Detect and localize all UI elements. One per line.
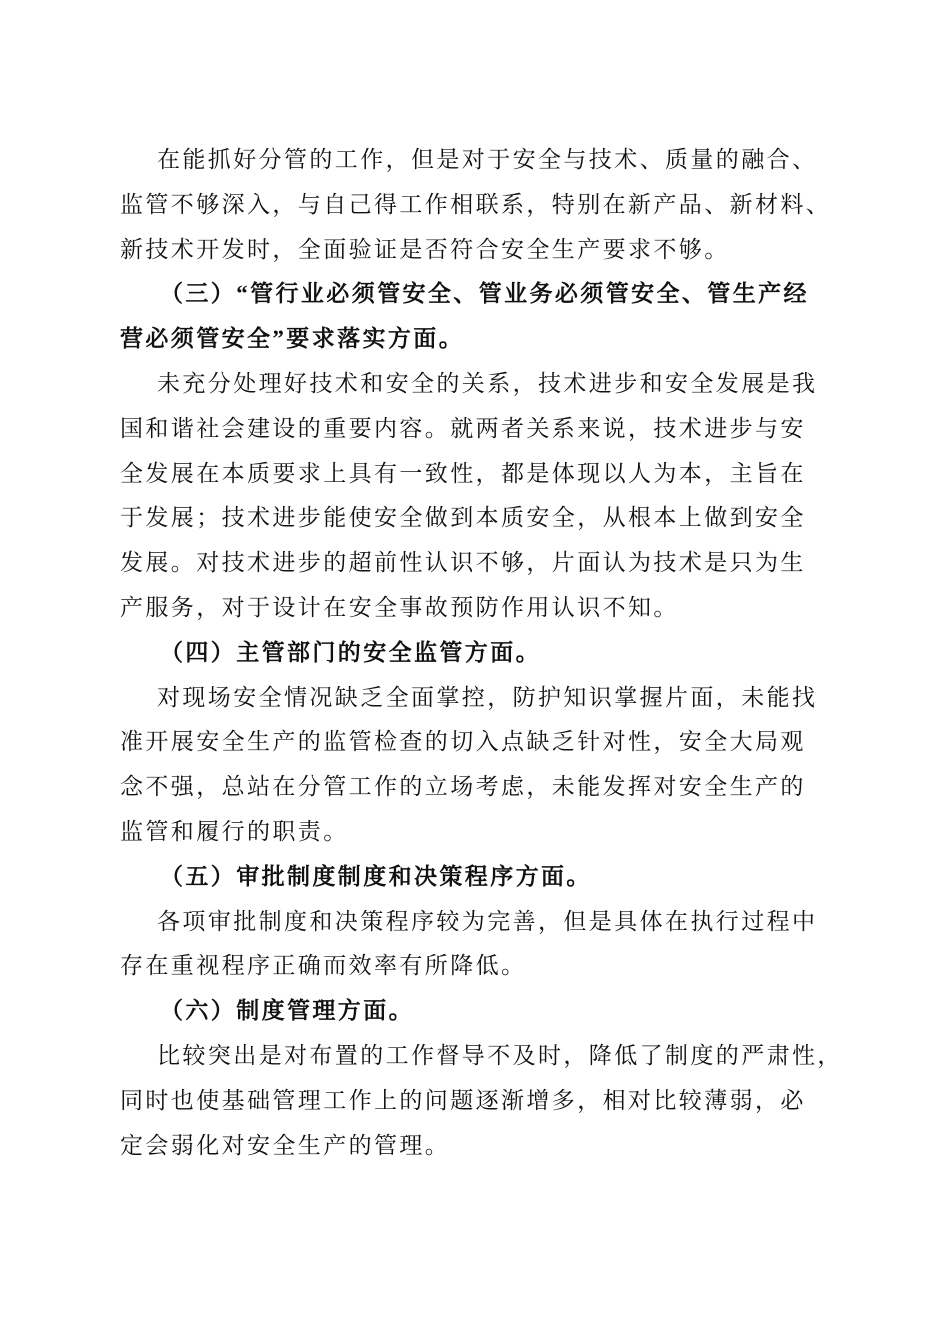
body-paragraph (120, 676, 840, 855)
text-line: 定会弱化对安全生产的管理。 (120, 1132, 451, 1158)
text-line: 未充分处理好技术和安全的关系，技术进步和安全发展是我 (157, 370, 818, 396)
text-line: 各项审批制度和决策程序较为完善，但是具体在执行过程中 (157, 908, 818, 934)
body-paragraph (120, 1034, 843, 1168)
text-line: 监管不够深入，与自己得工作相联系，特别在新产品、新材料、 (120, 191, 832, 217)
text-line: 念不强，总站在分管工作的立场考虑，未能发挥对安全生产的 (120, 774, 806, 800)
text-line: 比较突出是对布置的工作督导不及时，降低了制度的严肃性， (157, 1042, 843, 1068)
body-paragraph (120, 138, 840, 272)
body-paragraph (120, 362, 840, 631)
section-heading (120, 631, 840, 676)
section-heading (120, 989, 840, 1034)
text-line: 新技术开发时，全面验证是否符合安全生产要求不够。 (120, 236, 730, 262)
text-line: 营必须管安全”要求落实方面。 (120, 326, 465, 352)
text-line: 产服务，对于设计在安全事故预防作用认识不知。 (120, 594, 679, 620)
text-line: 在能抓好分管的工作，但是对于安全与技术、质量的融合、 (157, 147, 818, 172)
text-line: 国和谐社会建设的重要内容。就两者关系来说，技术进步与安 (120, 415, 806, 441)
text-line: （三）“管行业必须管安全、管业务必须管安全、管生产经 (160, 281, 809, 307)
text-line: 于发展；技术进步能使安全做到本质安全，从根本上做到安全 (120, 505, 806, 531)
text-line: 监管和履行的职责。 (120, 818, 349, 844)
text-line: 存在重视程序正确而效率有所降低。 (120, 953, 527, 979)
text-line: 全发展在本质要求上具有一致性，都是体现以人为本，主旨在 (120, 460, 806, 486)
section-heading (120, 855, 840, 900)
text-line: （五）审批制度制度和决策程序方面。 (160, 863, 592, 889)
document-page (120, 138, 843, 1168)
text-line: 发展。对技术进步的超前性认识不够，片面认为技术是只为生 (120, 550, 806, 576)
section-heading (120, 272, 840, 362)
text-line: 对现场安全情况缺乏全面掌控，防护知识掌握片面，未能找 (157, 684, 818, 710)
text-line: 同时也使基础管理工作上的问题逐渐增多，相对比较薄弱，必 (120, 1087, 806, 1113)
text-line: （六）制度管理方面。 (160, 998, 414, 1024)
body-paragraph (120, 900, 840, 990)
text-line: 准开展安全生产的监管检查的切入点缺乏针对性，安全大局观 (120, 729, 806, 755)
text-line: （四）主管部门的安全监管方面。 (160, 639, 541, 665)
